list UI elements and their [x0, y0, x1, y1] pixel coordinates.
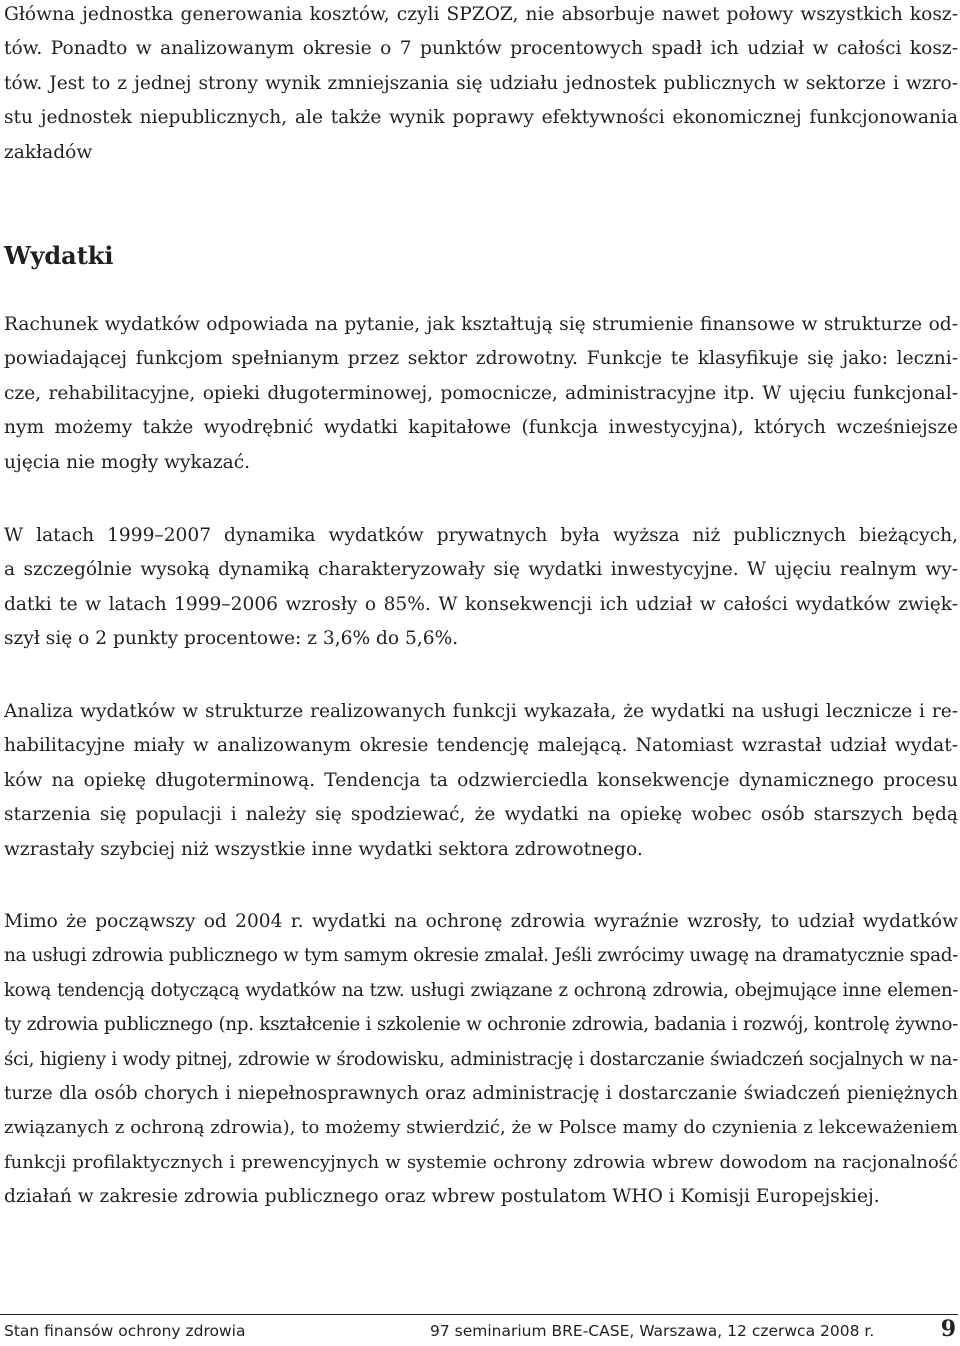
- text-line: Mimo że począwszy od 2004 r. wydatki na ochronę zdrowia wyraźnie wzrosły, to udział wydatków: [4, 911, 958, 932]
- text-line: cze, rehabilitacyjne, opieki długoterminowej, pomocnicze, administracyjne itp. W ujęciu funkcjonal-: [4, 382, 958, 404]
- text-line: kową tendencją dotyczącą wydatków na tzw. usługi związane z ochroną zdrowia, obejmujące inne elemen-: [4, 979, 958, 1001]
- text-line: nym możemy także wyodrębnić wydatki kapitałowe (funkcja inwestycyjna), których wcześniejsze: [4, 417, 958, 439]
- text-line: stu jednostek niepublicznych, ale także wynik poprawy efektywności ekonomicznej funkcjonowania: [4, 107, 958, 129]
- text-line: tów. Jest to z jednej strony wynik zmniejszania się udziału jednostek publicznych w sektorze i wzro-: [4, 72, 958, 94]
- paragraph-2: [4, 519, 958, 657]
- text-line: działań w zakresie zdrowia publicznego oraz wbrew postulatom WHO i Komisji Europejskiej.: [4, 1186, 880, 1208]
- text-line: turze dla osób chorych i niepełnosprawnych oraz administrację i dostarczanie świadczeń pieniężnych: [4, 1082, 958, 1104]
- text-line: habilitacyjne miały w analizowanym okresie tendencję malejącą. Natomiast wzrastał udział wydat-: [4, 735, 958, 757]
- text-line: związanych z ochroną zdrowia), to możemy stwierdzić, że w Polsce mamy do czynienia z lekceważeniem: [4, 1117, 958, 1139]
- text-line: Analiza wydatków w strukturze realizowanych funkcji wykazała, że wydatki na usługi lecznicze i re-: [4, 701, 958, 722]
- page-number: 9: [940, 1316, 956, 1342]
- paragraph-intro: [4, 0, 958, 170]
- text-line: Rachunek wydatków odpowiada na pytanie, jak kształtują się strumienie finansowe w strukturze od-: [4, 314, 958, 335]
- footer-publication-title: Stan finansów ochrony zdrowia: [4, 1322, 246, 1340]
- paragraph-1: [4, 308, 958, 480]
- text-line: funkcji profilaktycznych i prewencyjnych w systemie ochrony zdrowia wbrew dowodom na racjonalność: [4, 1151, 958, 1173]
- paragraph-4: [4, 905, 958, 1215]
- text-line: ujęcia nie mogły wykazać.: [4, 451, 251, 473]
- text-line: tów. Ponadto w analizowanym okresie o 7 punktów procentowych spadł ich udział w całości kosz-: [4, 38, 958, 60]
- text-line: W latach 1999–2007 dynamika wydatków prywatnych była wyższa niż publicznych bieżących,: [4, 525, 958, 546]
- text-line: ków na opiekę długoterminową. Tendencja ta odzwierciedla konsekwencje dynamicznego procesu: [4, 769, 958, 791]
- paragraph-3: [4, 695, 958, 867]
- text-line: powiadającej funkcjom spełnianym przez sektor zdrowotny. Funkcje te klasyfikuje się jako: leczni-: [4, 348, 958, 370]
- text-line: a szczególnie wysoką dynamiką charakteryzowały się wydatki inwestycyjne. W ujęciu realnym wy-: [4, 559, 958, 581]
- text-line: wzrastały szybciej niż wszystkie inne wydatki sektora zdrowotnego.: [4, 838, 643, 860]
- text-line: zakładów: [4, 141, 93, 163]
- text-line: datki te w latach 1999–2006 wzrosły o 85%. W konsekwencji ich udział w całości wydatków zwięk-: [4, 593, 958, 615]
- text-line: ści, higieny i wody pitnej, zdrowie w środowisku, administrację i dostarczanie świadczeń socjalnych w na-: [4, 1048, 958, 1070]
- text-line: ty zdrowia publicznego (np. kształcenie i szkolenie w ochronie zdrowia, badania i rozwój, kontrolę żywno-: [4, 1014, 958, 1036]
- text-line: starzenia się populacji i należy się spodziewać, że wydatki na opiekę wobec osób starszych będą: [4, 804, 958, 826]
- text-line: szył się o 2 punkty procentowe: z 3,6% do 5,6%.: [4, 628, 459, 650]
- footer-event-info: 97 seminarium BRE-CASE, Warszawa, 12 czerwca 2008 r.: [430, 1322, 875, 1340]
- section-heading: Wydatki: [4, 241, 114, 270]
- text-line: Główna jednostka generowania kosztów, czyli SPZOZ, nie absorbuje nawet połowy wszystkich kosz-: [4, 4, 958, 25]
- text-line: na usługi zdrowia publicznego w tym samym okresie zmalał. Jeśli zwrócimy uwagę na dramatycznie spad-: [4, 945, 958, 967]
- footer-divider: [0, 1314, 958, 1315]
